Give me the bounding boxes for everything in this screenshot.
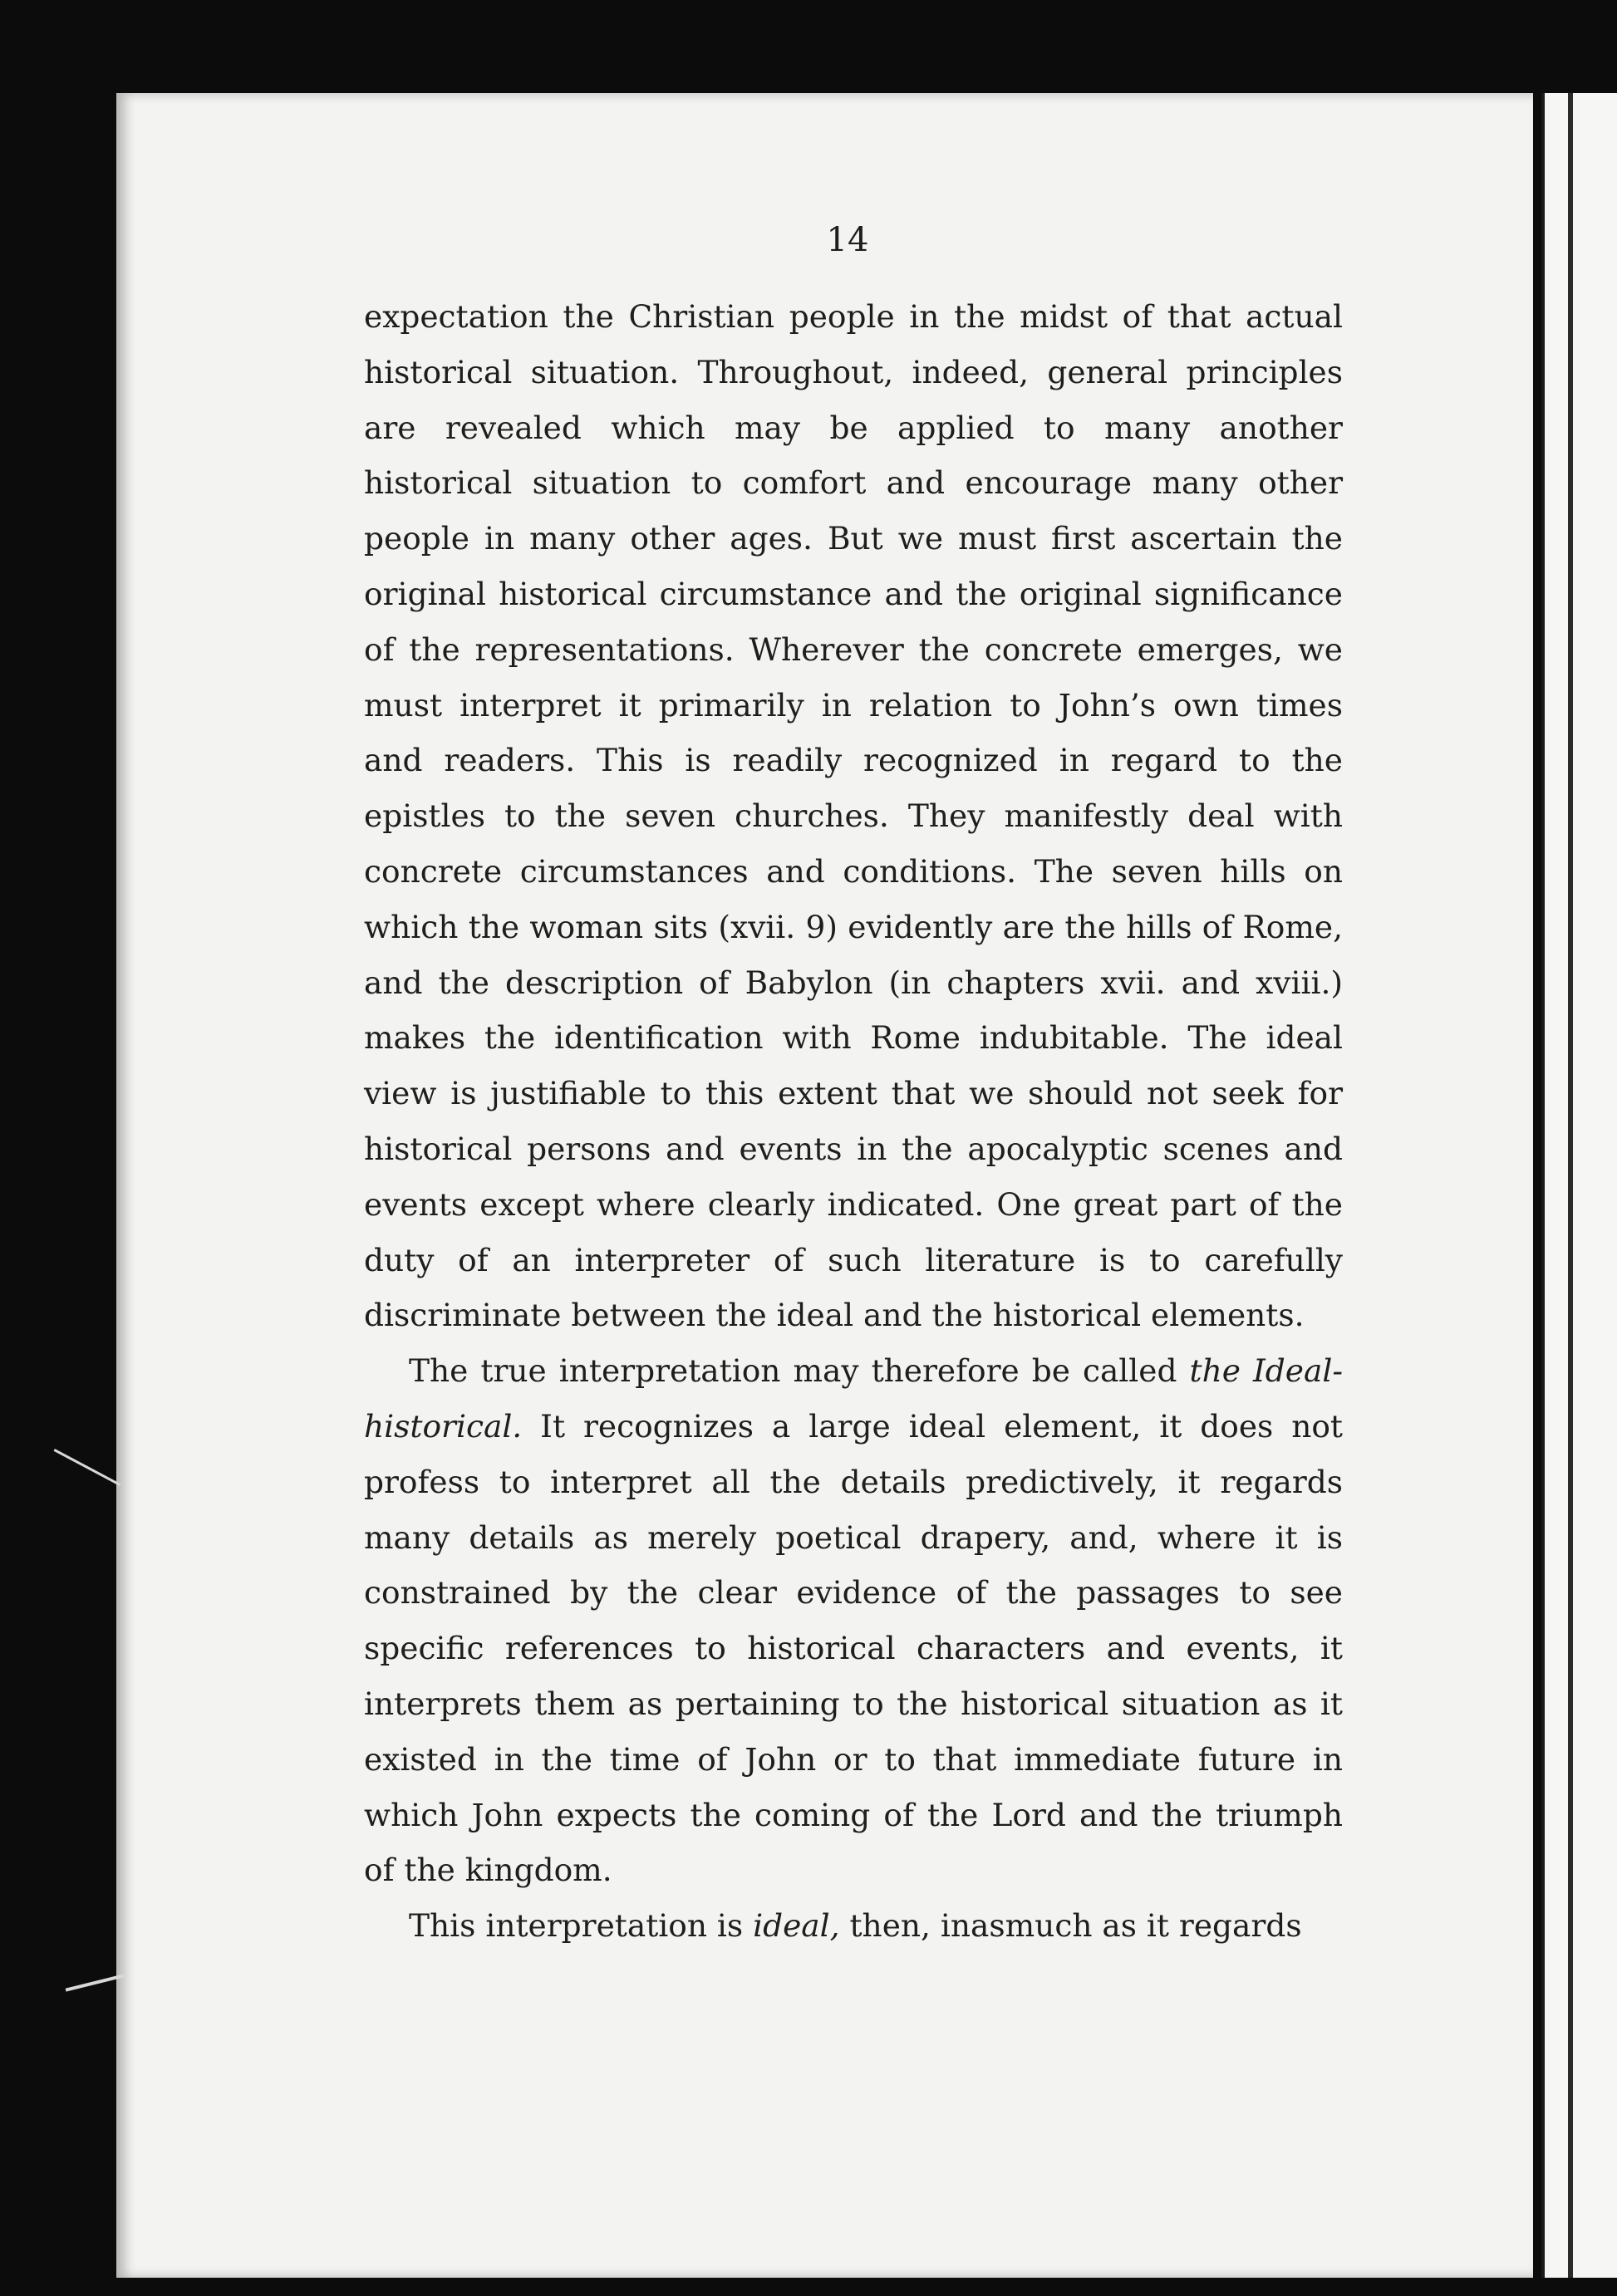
body-text	[364, 289, 1343, 1954]
facing-page-edge	[1541, 93, 1617, 2278]
page-number: 14	[826, 221, 869, 259]
paragraph-1: expectation the Christian people in the midst of that actual historical situation. Throughout, indeed, general principles are revealed which may be applied to many another historical situation to comfort and encourage many other people in many other ages. But we must first ascertain the original historical circumstance and the original significance of the representations. Wherever the concrete emerges, we must interpret it primarily in relation to John’s own times and readers. This is readily recognized in regard to the epistles to the seven churches. They manifestly deal with concrete circumstances and conditions. The seven hills on which the woman sits (xvii. 9) evidently are the hills of Rome, and the description of Babylon (in chapters xvii. and xviii.) makes the identification with Rome indubitable. The ideal view is justifiable to this extent that we should not seek for historical persons and events in the apocalyptic scenes and events except where clearly indicated. One great part of the duty of an interpreter of such literature is to carefully discriminate between the ideal and the historical elements.	[364, 298, 1343, 1334]
paragraph-2-lead: The true interpretation may therefore be called	[409, 1352, 1190, 1390]
paragraph-3-lead: This interpretation is	[409, 1907, 754, 1945]
scan-speck	[54, 1449, 121, 1486]
paragraph-3-italic-term: ideal,	[753, 1907, 840, 1945]
paragraph-2-italic-term: the Ideal-historical.	[364, 1352, 1343, 1445]
paragraph-2	[364, 1343, 1343, 1898]
scan-speck	[66, 1974, 125, 1991]
paragraph-2-rest: It recognizes a large ideal element, it does not profess to interpret all the details predictively, it regards many details as merely poetical drapery, and, where it is constrained by the clear evidence of the passages to see specific references to historical characters and events, it interprets them as pertaining to the historical situation as it existed in the time of John or to that immediate future in which John expects the coming of the Lord and the triumph of the kingdom.	[364, 1407, 1343, 1889]
paragraph-3-rest: then, inasmuch as it regards	[839, 1907, 1302, 1945]
paragraph-3	[364, 1898, 1343, 1954]
page-fold-line	[1568, 93, 1573, 2278]
